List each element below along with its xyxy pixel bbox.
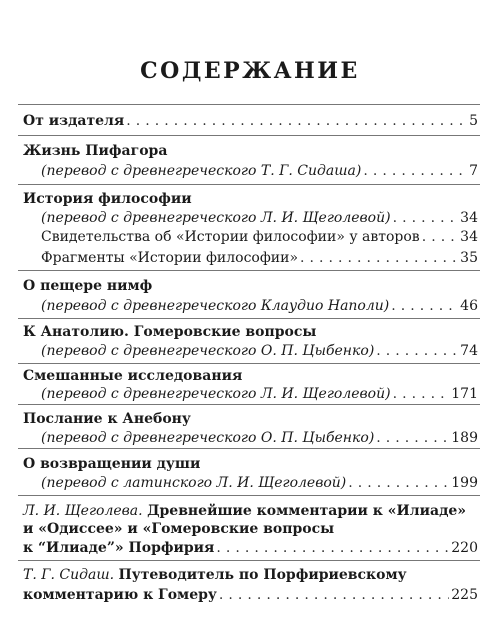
toc-entry-translator-line <box>41 428 478 448</box>
leader-dots <box>393 384 450 404</box>
toc-entry-title: Путеводитель по Порфириевскому <box>118 567 407 583</box>
page-number: 225 <box>451 587 478 603</box>
toc-entry-translator-line <box>41 473 478 493</box>
translator-note: (перевод с древнегреческого О. П. Цыбенко) <box>41 430 375 446</box>
page-number: 171 <box>451 386 478 402</box>
divider <box>18 448 480 449</box>
toc-entry-letter-to-anebo[interactable] <box>23 409 478 429</box>
toc-entry-title: к “Илиаде”» Порфирия <box>23 540 215 556</box>
toc-entry-author: Л. И. Щеголева <box>23 503 139 519</box>
toc-entry-title: К Анатолию. Гомеровские вопросы <box>23 324 317 340</box>
toc-entry-title-continued <box>23 585 478 605</box>
toc-entry-translator-line <box>41 296 478 316</box>
translator-note: (перевод с древнегреческого Л. И. Щеголевой) <box>41 386 391 402</box>
divider <box>18 560 480 561</box>
leader-dots <box>393 208 459 228</box>
divider <box>18 495 480 496</box>
page-number: 7 <box>469 163 478 179</box>
toc-entry-title: Смешанные исследования <box>23 368 243 384</box>
divider <box>18 318 480 319</box>
leader-dots <box>391 296 458 316</box>
toc-entry-ancient-commentaries[interactable]: Л. И. Щеголева . Древнейшие комментарии к «Илиаде» <box>23 503 467 519</box>
leader-dots <box>219 585 449 605</box>
leader-dots <box>363 161 467 181</box>
page-number: 74 <box>460 343 478 359</box>
page-number: 5 <box>469 113 478 129</box>
leader-dots <box>126 111 467 131</box>
toc-entry-life-of-pythagoras[interactable] <box>23 141 478 161</box>
toc-entry-translator-line <box>41 208 478 228</box>
page-number: 34 <box>460 229 478 245</box>
toc-entry-guide-to-commentary[interactable]: Т. Г. Сидаш . Путеводитель по Порфириевскому <box>23 567 407 583</box>
translator-note: (перевод с древнегреческого Т. Г. Сидаша) <box>41 163 362 179</box>
toc-entry-title-continued <box>23 519 478 539</box>
toc-entry-cave-of-nymphs[interactable] <box>23 276 478 296</box>
toc-entry-title: О возвращении души <box>23 456 201 472</box>
toc-entry-author: Т. Г. Сидаш <box>23 567 110 583</box>
toc-entry-title: Жизнь Пифагора <box>23 143 168 159</box>
toc-entry-translator-line <box>41 384 478 404</box>
toc-entry-mixed-studies[interactable] <box>23 366 478 386</box>
toc-entry-to-anatolius[interactable] <box>23 322 478 342</box>
leader-dots <box>300 248 458 268</box>
page-number: 34 <box>460 210 478 226</box>
toc-subentry-fragments[interactable] <box>41 248 478 268</box>
divider <box>18 135 480 136</box>
page-number: 189 <box>451 430 478 446</box>
translator-note: (перевод с древнегреческого Клаудио Наполи) <box>41 298 390 314</box>
leader-dots <box>422 227 458 247</box>
divider <box>18 270 480 271</box>
leader-dots <box>216 538 449 558</box>
divider <box>18 363 480 364</box>
toc-entry-return-of-soul[interactable] <box>23 454 478 474</box>
leader-dots <box>348 473 449 493</box>
toc-entry-title: От издателя <box>23 113 125 129</box>
toc-entry-title: и «Одиссее» и «Гомеровские вопросы <box>23 521 335 537</box>
toc-entry-title: О пещере нимф <box>23 278 153 294</box>
toc-entry-title: Древнейшие комментарии к «Илиаде» <box>147 503 467 519</box>
toc-entry-translator-line <box>41 341 478 361</box>
toc-entry-title: История философии <box>23 191 192 207</box>
translator-note: (перевод с древнегреческого О. П. Цыбенко) <box>41 343 375 359</box>
toc-subentry-title: Фрагменты «Истории философии» <box>41 250 299 266</box>
page-number: 46 <box>460 298 478 314</box>
toc-entry-translator-line <box>41 161 478 181</box>
translator-note: (перевод с латинского Л. И. Щеголевой) <box>41 475 347 491</box>
page-title: СОДЕРЖАНИЕ <box>140 58 360 84</box>
toc-subentry-title: Свидетельства об «Истории философии» у авторов <box>41 229 420 245</box>
toc-subentry-testimonies[interactable] <box>41 227 478 247</box>
toc-entry-title: Послание к Анебону <box>23 411 191 427</box>
divider <box>18 404 480 405</box>
translator-note: (перевод с древнегреческого Л. И. Щеголевой) <box>41 210 391 226</box>
page-number: 220 <box>451 540 478 556</box>
leader-dots <box>376 341 458 361</box>
page-number: 35 <box>460 250 478 266</box>
toc-entry-publisher[interactable] <box>23 111 478 131</box>
leader-dots <box>376 428 449 448</box>
toc-entry-title: комментарию к Гомеру <box>23 587 217 603</box>
divider <box>18 184 480 185</box>
toc-entry-title-continued <box>23 538 478 558</box>
toc-entry-history-of-philosophy[interactable] <box>23 189 478 209</box>
divider <box>18 104 480 105</box>
page-number: 199 <box>451 475 478 491</box>
